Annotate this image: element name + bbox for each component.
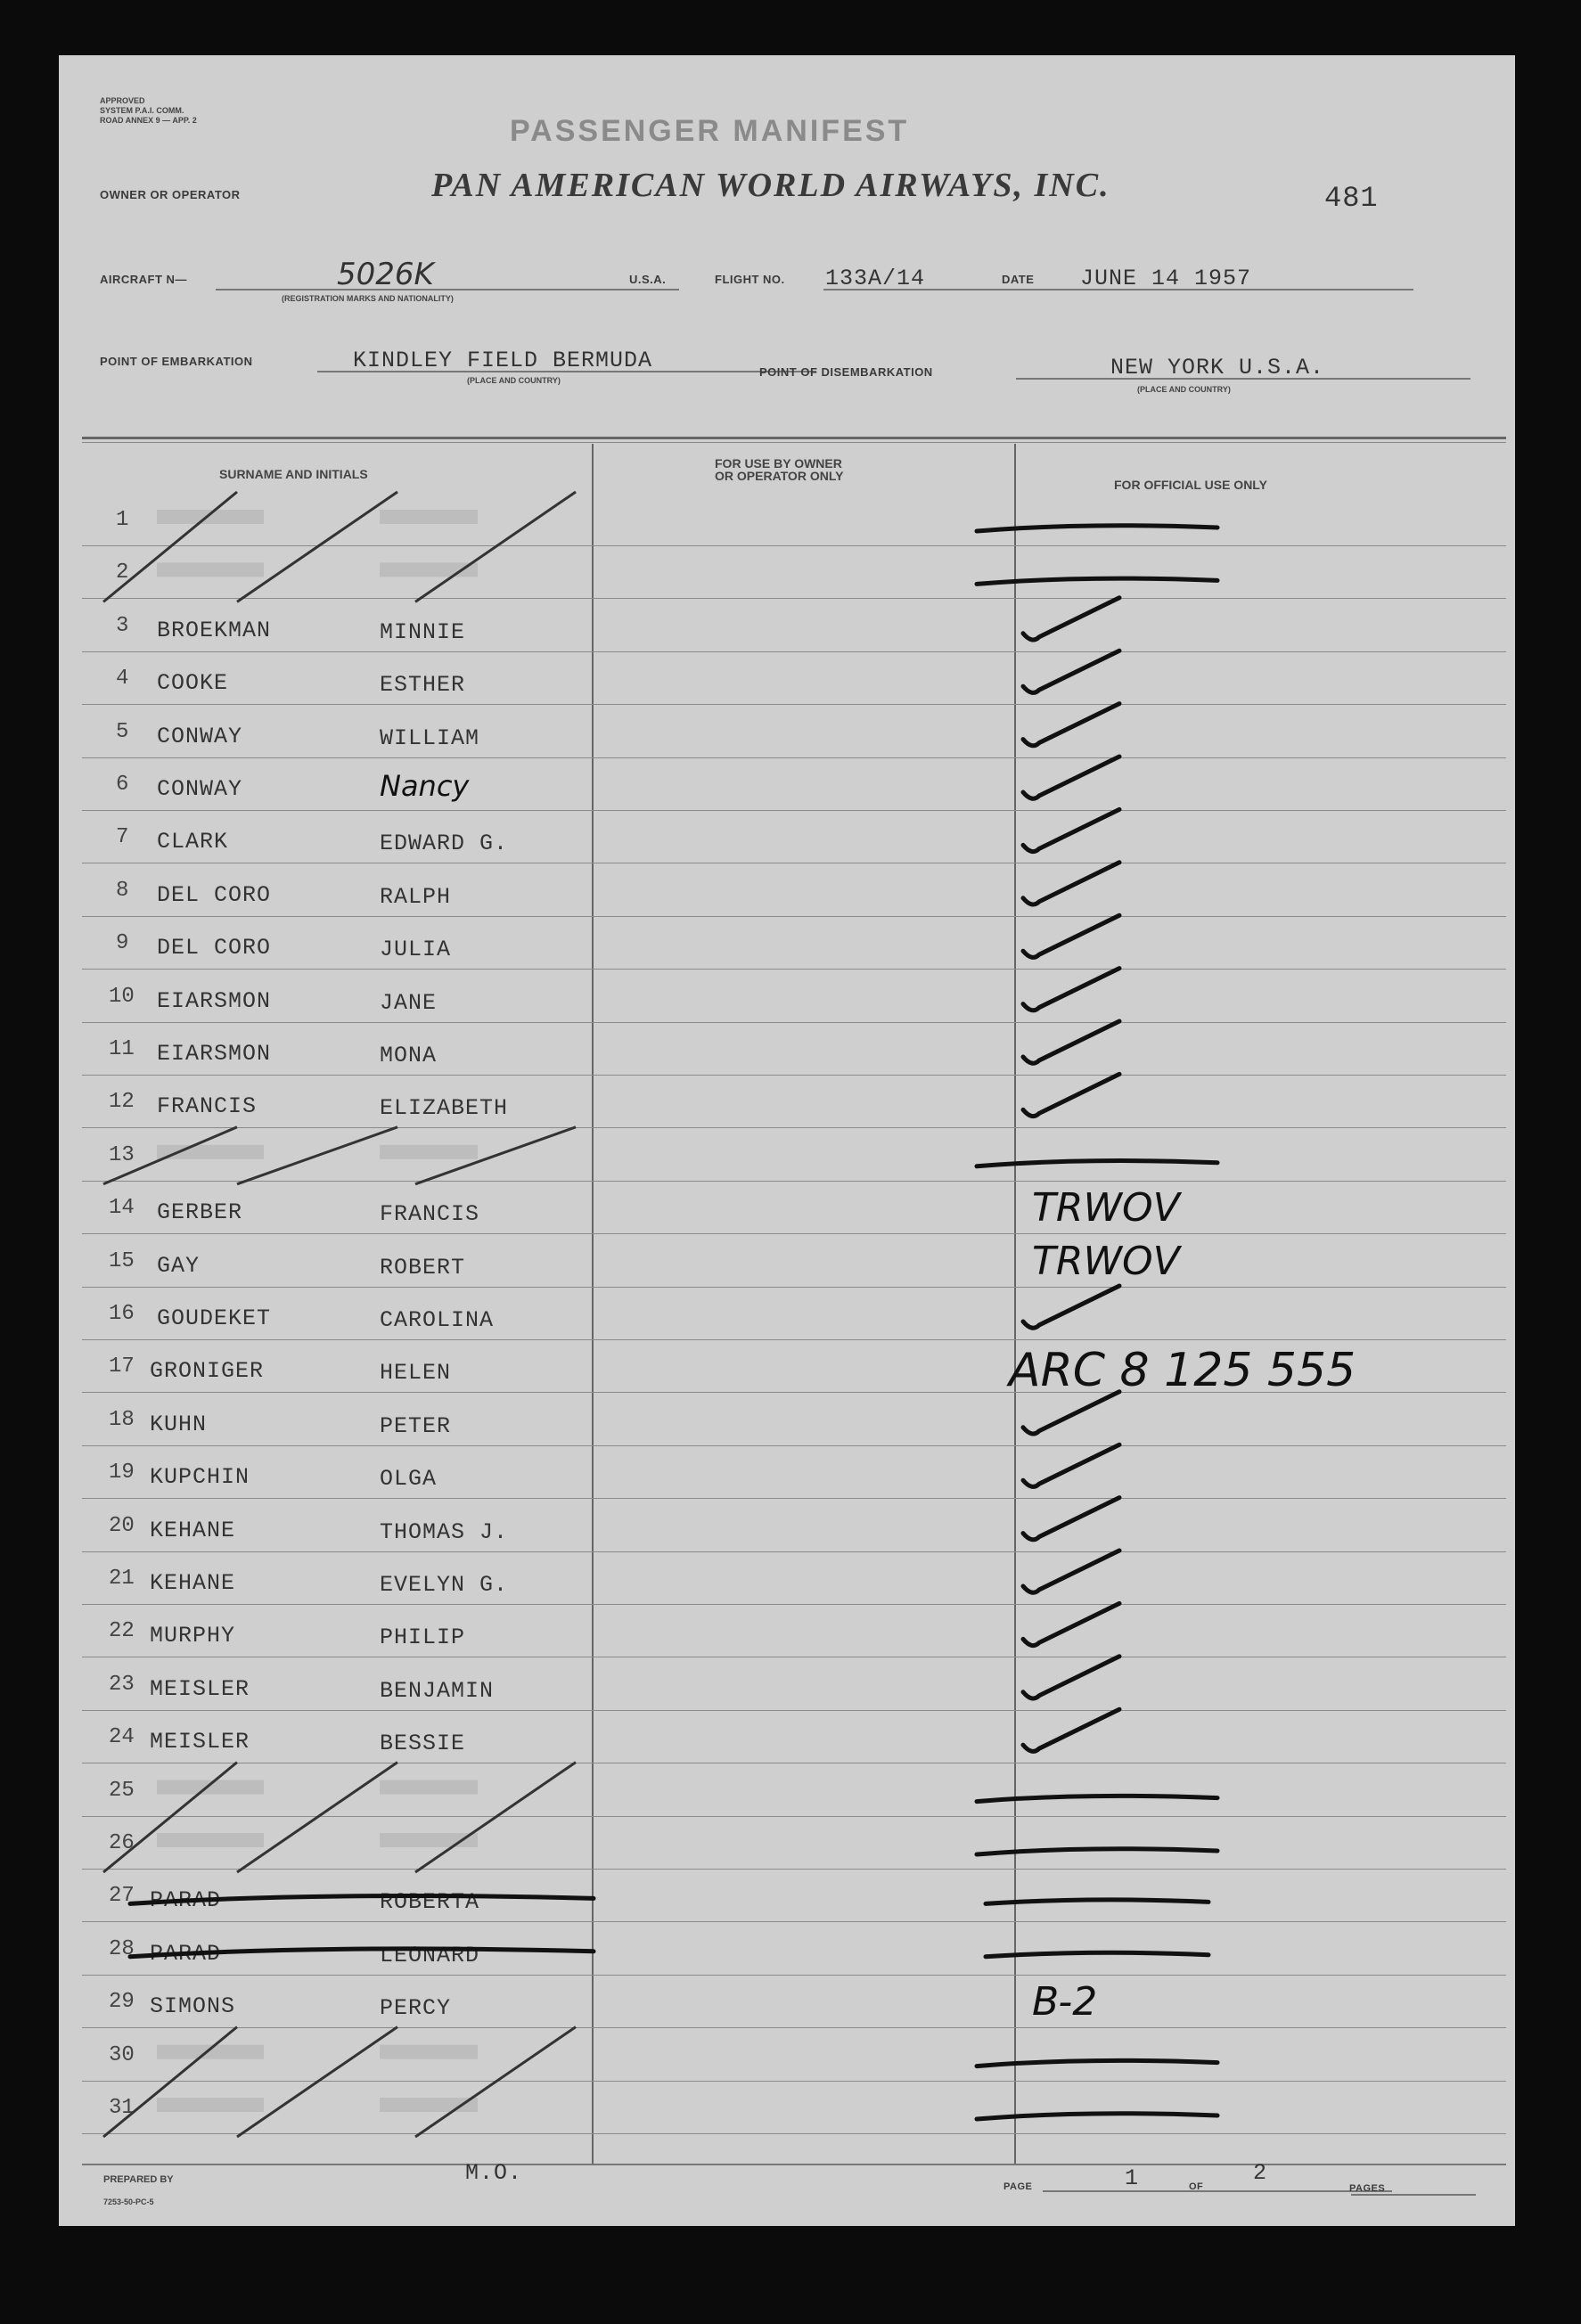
disembark-place: NEW YORK U.S.A. xyxy=(1110,355,1325,381)
official-annotation: TRWOV xyxy=(1032,1238,1180,1284)
row-number: 24 xyxy=(109,1725,135,1750)
passenger-given-name: PERCY xyxy=(380,1995,452,2022)
diagonal-strike xyxy=(103,1763,237,1872)
passenger-surname: GRONIGER xyxy=(150,1358,265,1385)
official-annotation: B-2 xyxy=(1032,1979,1098,2025)
passenger-given-name: LEONARD xyxy=(380,1942,480,1968)
row-number: 3 xyxy=(116,613,129,638)
check-mark xyxy=(1023,1709,1119,1751)
check-mark xyxy=(1023,1657,1119,1698)
passenger-surname: GAY xyxy=(157,1252,201,1279)
redaction-smudge xyxy=(157,510,264,524)
passenger-surname: EIARSMON xyxy=(157,1041,272,1067)
passenger-surname: CONWAY xyxy=(157,723,243,749)
col-header-surname: SURNAME AND INITIALS xyxy=(219,467,368,481)
cross-out-line xyxy=(130,1949,594,1957)
row-number: 14 xyxy=(109,1196,135,1221)
pages-total: 2 xyxy=(1253,2160,1268,2186)
diagonal-strike xyxy=(103,492,237,601)
row-number: 29 xyxy=(109,1990,135,2015)
check-mark xyxy=(1023,704,1119,746)
row-number: 12 xyxy=(109,1090,135,1115)
passenger-surname: CONWAY xyxy=(157,776,243,802)
passenger-given-name: JANE xyxy=(380,989,438,1016)
row-number: 19 xyxy=(109,1461,135,1485)
cross-out-line xyxy=(130,1895,594,1903)
handwritten-marks xyxy=(59,55,1515,2226)
strike-dash xyxy=(977,578,1217,584)
passenger-given-name: FRANCIS xyxy=(380,1201,480,1228)
strike-dash xyxy=(986,1900,1208,1904)
passenger-surname: EIARSMON xyxy=(157,987,272,1014)
diagonal-strike xyxy=(415,2027,576,2137)
diagonal-strike xyxy=(237,1763,397,1872)
check-mark xyxy=(1023,1603,1119,1645)
redaction-smudge xyxy=(157,1833,264,1847)
row-number: 2 xyxy=(116,561,129,585)
redaction-smudge xyxy=(157,2045,264,2059)
strike-dash xyxy=(977,1796,1217,1801)
pages-label: PAGES xyxy=(1349,2183,1386,2194)
row-number: 18 xyxy=(109,1407,135,1432)
row-number: 5 xyxy=(116,719,129,744)
diagonal-strike xyxy=(237,2027,397,2137)
row-number: 6 xyxy=(116,773,129,797)
row-number: 20 xyxy=(109,1513,135,1538)
check-mark xyxy=(1023,598,1119,640)
approval-line-2: SYSTEM P.A.I. COMM. xyxy=(100,106,184,115)
passenger-surname: MEISLER xyxy=(150,1729,250,1755)
registration-note: (REGISTRATION MARKS AND NATIONALITY) xyxy=(282,294,454,303)
passenger-surname: BROEKMAN xyxy=(157,617,272,643)
passenger-given-name: BESSIE xyxy=(380,1731,466,1757)
redaction-smudge xyxy=(380,510,478,524)
redaction-smudge xyxy=(380,2045,478,2059)
diagonal-strike xyxy=(103,2027,237,2137)
check-mark xyxy=(1023,1392,1119,1434)
col-header-official: FOR OFFICIAL USE ONLY xyxy=(1114,478,1267,492)
date-label: DATE xyxy=(1002,273,1035,286)
check-mark xyxy=(1023,809,1119,851)
redaction-smudge xyxy=(380,1780,478,1795)
passenger-given-name: PHILIP xyxy=(380,1624,466,1651)
passenger-surname: GERBER xyxy=(157,1199,243,1226)
embark-place-note: (PLACE AND COUNTRY) xyxy=(467,376,561,385)
passenger-given-name: RALPH xyxy=(380,883,452,910)
col-header-owner-1: FOR USE BY OWNER xyxy=(715,456,842,471)
redaction-smudge xyxy=(157,2098,264,2112)
usa-label: U.S.A. xyxy=(629,273,667,286)
check-mark xyxy=(1023,1498,1119,1540)
passenger-given-name: EDWARD G. xyxy=(380,831,509,857)
row-number: 22 xyxy=(109,1619,135,1644)
approval-line-1: APPROVED xyxy=(100,96,145,105)
redaction-smudge xyxy=(157,1145,264,1159)
check-mark xyxy=(1023,1551,1119,1592)
row-number: 9 xyxy=(116,931,129,956)
approval-line-3: ROAD ANNEX 9 — APP. 2 xyxy=(100,116,197,125)
passenger-given-name: CAROLINA xyxy=(380,1307,495,1333)
row-number: 7 xyxy=(116,825,129,850)
check-mark xyxy=(1023,757,1119,798)
row-number: 28 xyxy=(109,1936,135,1961)
row-number: 31 xyxy=(109,2096,135,2120)
passenger-surname: PARAD xyxy=(150,1887,222,1914)
row-number: 26 xyxy=(109,1831,135,1855)
row-number: 21 xyxy=(109,1567,135,1591)
row-number: 23 xyxy=(109,1672,135,1697)
form-code: 7253-50-PC-5 xyxy=(103,2197,154,2206)
row-number: 27 xyxy=(109,1884,135,1909)
owner-label: OWNER OR OPERATOR xyxy=(100,188,241,201)
flight-number: 133A/14 xyxy=(825,266,926,291)
passenger-given-name: MINNIE xyxy=(380,618,466,645)
row-number: 16 xyxy=(109,1302,135,1326)
row-number: 11 xyxy=(109,1037,135,1061)
row-number: 10 xyxy=(109,984,135,1009)
disembark-label: POINT OF DISEMBARKATION xyxy=(759,365,933,379)
passenger-surname: DEL CORO xyxy=(157,881,272,908)
official-annotation: ARC 8 125 555 xyxy=(1009,1344,1356,1398)
check-mark xyxy=(1023,1021,1119,1063)
form-title: PASSENGER MANIFEST xyxy=(510,114,910,148)
passenger-surname: MURPHY xyxy=(150,1623,236,1649)
passenger-surname: CLARK xyxy=(157,829,229,855)
prepared-label: PREPARED BY xyxy=(103,2174,174,2185)
passenger-surname: KEHANE xyxy=(150,1570,236,1596)
row-number: 4 xyxy=(116,667,129,691)
passenger-surname: PARAD xyxy=(150,1940,222,1967)
passenger-surname: SIMONS xyxy=(150,1993,236,2020)
page-number: 1 xyxy=(1125,2165,1140,2191)
passenger-given-name: THOMAS J. xyxy=(380,1518,509,1545)
passenger-surname: KUHN xyxy=(150,1411,208,1437)
passenger-given-name: PETER xyxy=(380,1412,452,1439)
check-mark xyxy=(1023,915,1119,957)
official-annotation: TRWOV xyxy=(1032,1185,1180,1232)
passenger-given-name: ESTHER xyxy=(380,672,466,699)
flight-label: FLIGHT NO. xyxy=(715,273,785,286)
strike-dash xyxy=(977,2114,1217,2119)
passenger-given-name: BENJAMIN xyxy=(380,1677,495,1704)
passenger-surname: COOKE xyxy=(157,670,229,697)
passenger-given-name: HELEN xyxy=(380,1360,452,1387)
passenger-surname: KEHANE xyxy=(150,1517,236,1543)
page-stamp: 481 xyxy=(1324,182,1379,215)
prepared-by: M.O. xyxy=(465,2160,523,2186)
passenger-given-name: JULIA xyxy=(380,937,452,963)
strike-dash xyxy=(977,1849,1217,1854)
check-mark xyxy=(1023,651,1119,692)
strike-dash xyxy=(986,1952,1208,1957)
embark-label: POINT OF EMBARKATION xyxy=(100,355,253,368)
disembark-place-note: (PLACE AND COUNTRY) xyxy=(1137,385,1231,394)
manifest-sheet xyxy=(59,55,1515,2226)
flight-date: JUNE 14 1957 xyxy=(1080,266,1252,291)
embark-place: KINDLEY FIELD BERMUDA xyxy=(353,348,653,373)
diagonal-strike xyxy=(415,492,576,601)
col-header-owner-2: OR OPERATOR ONLY xyxy=(715,469,844,483)
check-mark xyxy=(1023,1286,1119,1328)
passenger-given-name: ROBERTA xyxy=(380,1889,480,1916)
check-mark xyxy=(1023,969,1119,1011)
strike-dash xyxy=(977,526,1217,531)
passenger-given-name: OLGA xyxy=(380,1466,438,1493)
diagonal-strike xyxy=(237,492,397,601)
check-mark xyxy=(1023,1444,1119,1486)
passenger-surname: KUPCHIN xyxy=(150,1464,250,1491)
passenger-given-name: WILLIAM xyxy=(380,724,480,751)
redaction-smudge xyxy=(380,1145,478,1159)
strike-dash xyxy=(977,2060,1217,2066)
row-number: 30 xyxy=(109,2042,135,2067)
aircraft-label: AIRCRAFT N— xyxy=(100,273,187,286)
passenger-given-name: ROBERT xyxy=(380,1254,466,1281)
passenger-surname: DEL CORO xyxy=(157,935,272,962)
passenger-given-name: EVELYN G. xyxy=(380,1572,509,1598)
row-number: 25 xyxy=(109,1778,135,1803)
passenger-surname: FRANCIS xyxy=(157,1093,258,1120)
passenger-given-name: Nancy xyxy=(380,769,470,803)
row-number: 8 xyxy=(116,878,129,903)
company-name: PAN AMERICAN WORLD AIRWAYS, INC. xyxy=(431,167,1110,204)
row-number: 17 xyxy=(109,1354,135,1379)
diagonal-strike xyxy=(415,1763,576,1872)
passenger-given-name: ELIZABETH xyxy=(380,1095,509,1122)
row-number: 13 xyxy=(109,1142,135,1167)
redaction-smudge xyxy=(157,562,264,577)
redaction-smudge xyxy=(157,1780,264,1795)
strike-dash xyxy=(977,1161,1217,1166)
row-number: 15 xyxy=(109,1248,135,1273)
passenger-given-name: MONA xyxy=(380,1043,438,1068)
passenger-surname: MEISLER xyxy=(150,1675,250,1702)
check-mark xyxy=(1023,863,1119,904)
check-mark xyxy=(1023,1074,1119,1116)
aircraft-number: 5026K xyxy=(337,257,434,292)
of-label: OF xyxy=(1189,2181,1204,2192)
row-number: 1 xyxy=(116,508,129,532)
page-label: PAGE xyxy=(1003,2181,1033,2192)
passenger-surname: GOUDEKET xyxy=(157,1305,272,1331)
